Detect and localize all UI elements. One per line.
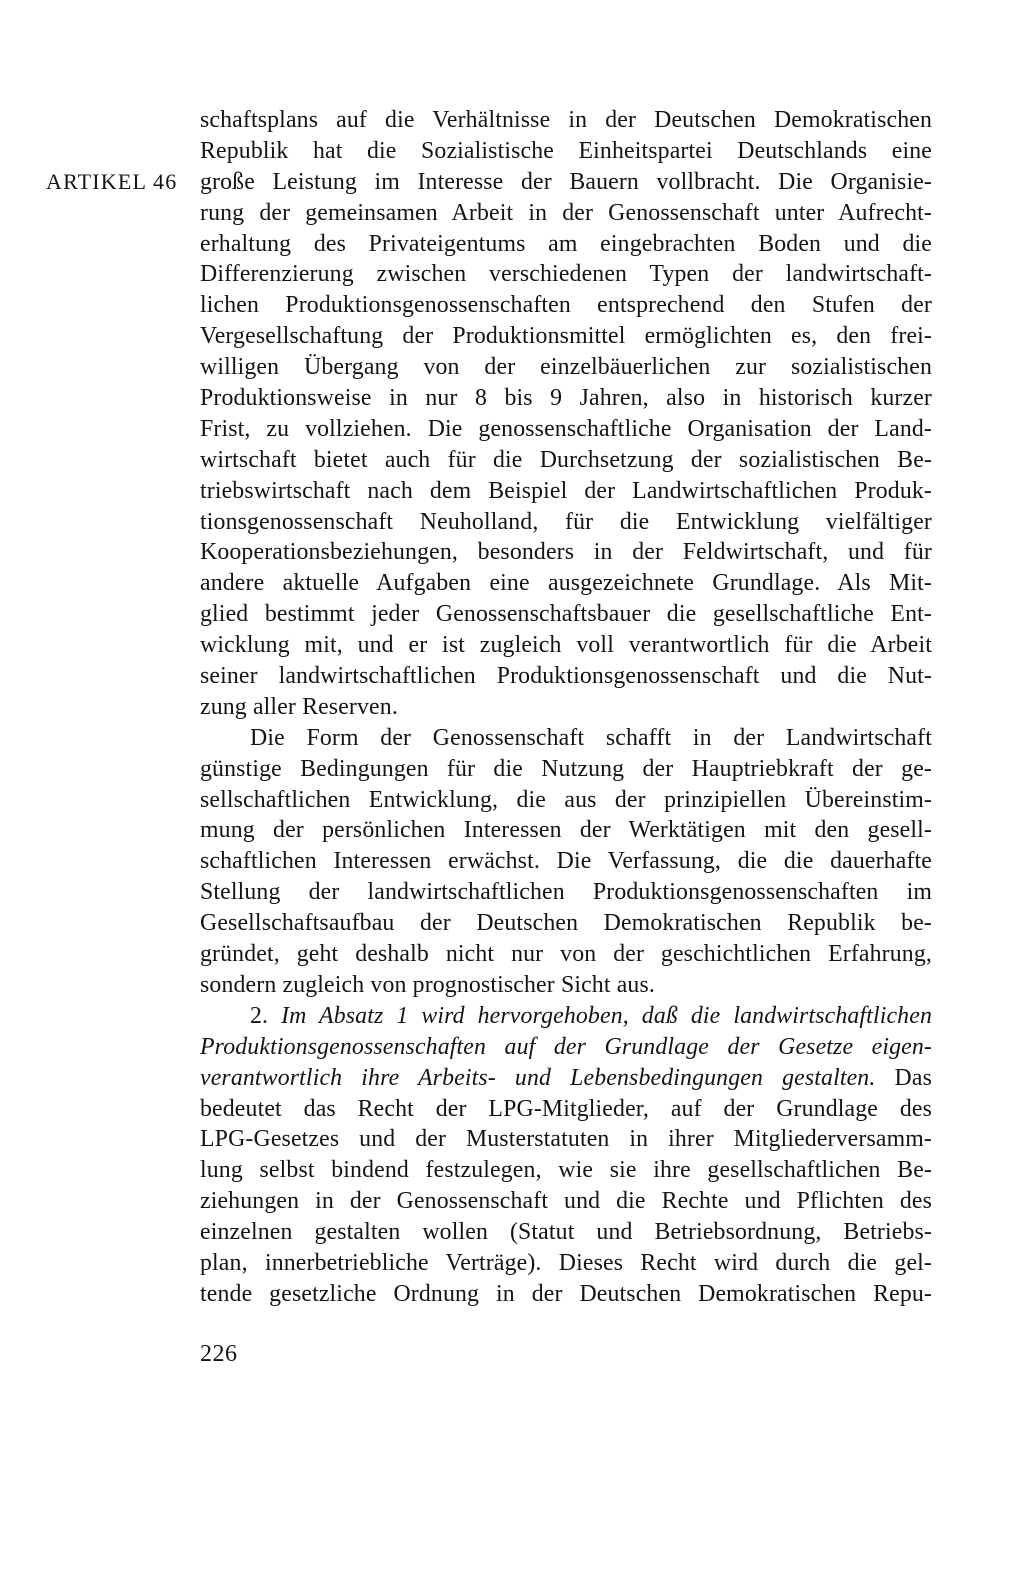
- text-line: Gesellschaftsaufbau der Deutschen Demokratischen Republik be-: [200, 910, 932, 937]
- text-line: schaftlichen Interessen erwächst. Die Verfassung, die die dauerhafte: [200, 848, 932, 875]
- text-line: bedeutet das Recht der LPG-Mitglieder, auf der Grundlage des: [200, 1095, 932, 1122]
- text-line: tionsgenossenschaft Neuholland, für die Entwicklung vielfältiger: [200, 508, 932, 535]
- text-line: schaftsplans auf die Verhältnisse in der Deutschen Demokratischen: [200, 107, 932, 133]
- text-line: Vergesellschaftung der Produktionsmittel ermöglichten es, den frei-: [200, 323, 932, 350]
- text-line: Differenzierung zwischen verschiedenen Typen der landwirtschaft-: [200, 261, 932, 288]
- text-line: sellschaftlichen Entwicklung, die aus der prinzipiellen Übereinstim-: [200, 786, 932, 813]
- text-line-mixed: [200, 1001, 932, 1032]
- page-number: 226: [200, 1341, 238, 1367]
- text-line: ziehungen in der Genossenschaft und die Rechte und Pflichten des: [200, 1188, 932, 1215]
- text-line: willigen Übergang von der einzelbäuerlichen zur sozialistischen: [200, 354, 932, 381]
- italic-segment: verantwortlich ihre Arbeits- und Lebensbedingungen gestalten.: [200, 1064, 876, 1091]
- text-line: mung der persönlichen Interessen der Werktätigen mit den gesell-: [200, 817, 932, 844]
- italic-segment: Im Absatz 1 wird hervorgehoben, daß die landwirtschaftlichen: [281, 1002, 932, 1029]
- text-line: günstige Bedingungen für die Nutzung der Hauptriebkraft der ge-: [200, 755, 932, 782]
- text-line: andere aktuelle Aufgaben eine ausgezeichnete Grundlage. Als Mit-: [200, 570, 932, 597]
- text-line: Produktionsweise in nur 8 bis 9 Jahren, also in historisch kurzer: [200, 385, 932, 412]
- text-line: plan, innerbetriebliche Verträge). Dieses Recht wird durch die gel-: [200, 1249, 932, 1276]
- paragraph-2: [200, 723, 932, 1001]
- text-line: rung der gemeinsamen Arbeit in der Genossenschaft unter Aufrecht-: [200, 199, 932, 226]
- text-line: tende gesetzliche Ordnung in der Deutschen Demokratischen Repu-: [200, 1280, 932, 1307]
- text-line: LPG-Gesetzes und der Musterstatuten in ihrer Mitgliederversamm-: [200, 1126, 932, 1153]
- margin-label: ARTIKEL 46: [46, 169, 178, 194]
- text-line-mixed: [200, 1063, 932, 1094]
- text-line: zung aller Reserven.: [200, 693, 398, 720]
- text-line-mixed: [200, 1032, 932, 1063]
- text-line: lichen Produktionsgenossenschaften entsprechend den Stufen der: [200, 292, 932, 319]
- text-line: sondern zugleich von prognostischer Sicht aus.: [200, 971, 655, 998]
- plain-segment: Das: [875, 1064, 932, 1091]
- paragraph-1: [200, 105, 932, 723]
- text-line: glied bestimmt jeder Genossenschaftsbauer die gesellschaftliche Ent-: [200, 601, 932, 628]
- text-line: lung selbst bindend festzulegen, wie sie ihre gesellschaftlichen Be-: [200, 1157, 932, 1184]
- text-line: Die Form der Genossenschaft schafft in der Landwirtschaft: [250, 724, 932, 751]
- text-line: wicklung mit, und er ist zugleich voll verantwortlich für die Arbeit: [200, 632, 932, 659]
- body-text: [200, 105, 932, 1310]
- plain-segment: 2.: [250, 1002, 282, 1029]
- text-line: Stellung der landwirtschaftlichen Produktionsgenossenschaften im: [200, 879, 932, 906]
- text-line: triebswirtschaft nach dem Beispiel der Landwirtschaftlichen Produk-: [200, 477, 932, 504]
- text-line: Republik hat die Sozialistische Einheitspartei Deutschlands eine: [200, 137, 932, 164]
- italic-segment: Produktionsgenossenschaften auf der Grundlage der Gesetze eigen-: [200, 1033, 932, 1060]
- text-line: große Leistung im Interesse der Bauern vollbracht. Die Organisie-: [200, 168, 932, 195]
- text-line: wirtschaft bietet auch für die Durchsetzung der sozialistischen Be-: [200, 446, 932, 473]
- text-line: seiner landwirtschaftlichen Produktionsgenossenschaft und die Nut-: [200, 663, 932, 690]
- text-line: Frist, zu vollziehen. Die genossenschaftliche Organisation der Land-: [200, 415, 932, 442]
- text-line: Kooperationsbeziehungen, besonders in der Feldwirtschaft, und für: [200, 539, 932, 566]
- text-line: gründet, geht deshalb nicht nur von der geschichtlichen Erfahrung,: [200, 941, 932, 968]
- text-line: erhaltung des Privateigentums am eingebrachten Boden und die: [200, 230, 932, 257]
- paragraph-3: [200, 1001, 932, 1310]
- text-line: einzelnen gestalten wollen (Statut und Betriebsordnung, Betriebs-: [200, 1219, 932, 1246]
